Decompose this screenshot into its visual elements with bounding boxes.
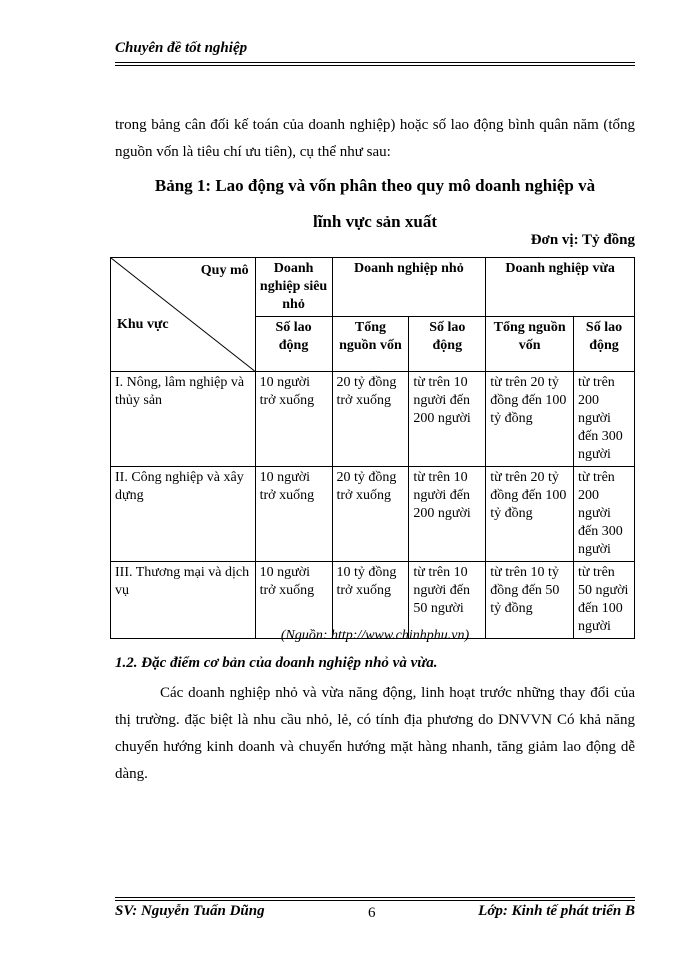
- table-cell: từ trên 20 tỷ đồng đến 100 tỷ đồng: [486, 467, 574, 562]
- table-cell: từ trên 50 người đến 100 người: [574, 562, 635, 639]
- table-cell: từ trên 20 tỷ đồng đến 100 tỷ đồng: [486, 372, 574, 467]
- table-cell: 20 tỷ đồng trở xuống: [332, 372, 409, 467]
- footer-rule-secondary: [115, 900, 635, 901]
- footer-class: Lớp: Kinh tế phát triển B: [478, 903, 635, 919]
- footer-student: SV: Nguyễn Tuấn Dũng: [115, 903, 265, 919]
- page-header-title: Chuyên đề tốt nghiệp: [115, 40, 248, 56]
- enterprise-size-table: [110, 257, 635, 639]
- sub-header: Số lao động: [409, 317, 486, 372]
- section-heading: 1.2. Đặc điểm cơ bản của doanh nghiệp nhỏ và vừa.: [115, 655, 438, 671]
- footer-rule: [115, 897, 635, 898]
- header-rule: [115, 62, 635, 63]
- sub-header: Tổng nguồn vốn: [332, 317, 409, 372]
- table-caption-line1: Bảng 1: Lao động và vốn phân theo quy mô doanh nghiệp và: [154, 176, 596, 195]
- table-caption: [115, 168, 635, 240]
- table-cell: từ trên 10 tỷ đồng đến 50 tỷ đồng: [486, 562, 574, 639]
- table-cell: từ trên 10 người đến 200 người: [409, 372, 486, 467]
- table-cell: từ trên 10 người đến 50 người: [409, 562, 486, 639]
- intro-paragraph: trong bảng cân đối kế toán của doanh nghiệp) hoặc số lao động bình quân năm (tổng nguồn vốn là tiêu chí ưu tiên), cụ thể như sau:: [115, 117, 635, 160]
- table-cell: 10 người trở xuống: [255, 562, 332, 639]
- table-cell: 10 người trở xuống: [255, 467, 332, 562]
- sub-header: Tổng nguồn vốn: [486, 317, 574, 372]
- table-cell: từ trên 10 người đến 200 người: [409, 467, 486, 562]
- group-header: Doanh nghiệp siêu nhỏ: [255, 258, 332, 317]
- table-cell: 10 người trở xuống: [255, 372, 332, 467]
- sector-cell: I. Nông, lâm nghiệp và thủy sản: [111, 372, 256, 467]
- page-number: 6: [368, 905, 376, 921]
- table-corner-cell: [111, 258, 256, 372]
- corner-label-scale: Quy mô: [200, 263, 249, 278]
- table-row: [111, 372, 635, 467]
- unit-label: Đơn vị: Tỷ đồng: [530, 232, 635, 248]
- body-paragraph: Các doanh nghiệp nhỏ và vừa năng động, linh hoạt trước những thay đổi của thị trường. đặc biệt là nhu cầu nhỏ, lẻ, có tính địa phương do DNVVN Có khả năng chuyển hướng kinh doanh và chuyển hướng mặt hàng nhanh, tăng giảm lao động dễ dàng.: [115, 685, 635, 782]
- table-cell: từ trên 200 người đến 300 người: [574, 467, 635, 562]
- header-rule-secondary: [115, 65, 635, 66]
- sector-cell: II. Công nghiệp và xây dựng: [111, 467, 256, 562]
- table-cell: 10 tỷ đồng trở xuống: [332, 562, 409, 639]
- sector-cell: III. Thương mại và dịch vụ: [111, 562, 256, 639]
- table-row: [111, 467, 635, 562]
- group-header: Doanh nghiệp vừa: [486, 258, 635, 317]
- sub-header: Số lao động: [255, 317, 332, 372]
- table-cell: 20 tỷ đồng trở xuống: [332, 467, 409, 562]
- sub-header: Số lao động: [574, 317, 635, 372]
- group-header: Doanh nghiệp nhỏ: [332, 258, 486, 317]
- table-cell: từ trên 200 người đến 300 người: [574, 372, 635, 467]
- corner-label-sector: Khu vực: [117, 317, 169, 332]
- table-source: (Nguồn: http://www.chinhphu.vn): [280, 628, 470, 643]
- table-row: [111, 562, 635, 639]
- table-caption-line2: lĩnh vực sản xuất: [312, 212, 438, 231]
